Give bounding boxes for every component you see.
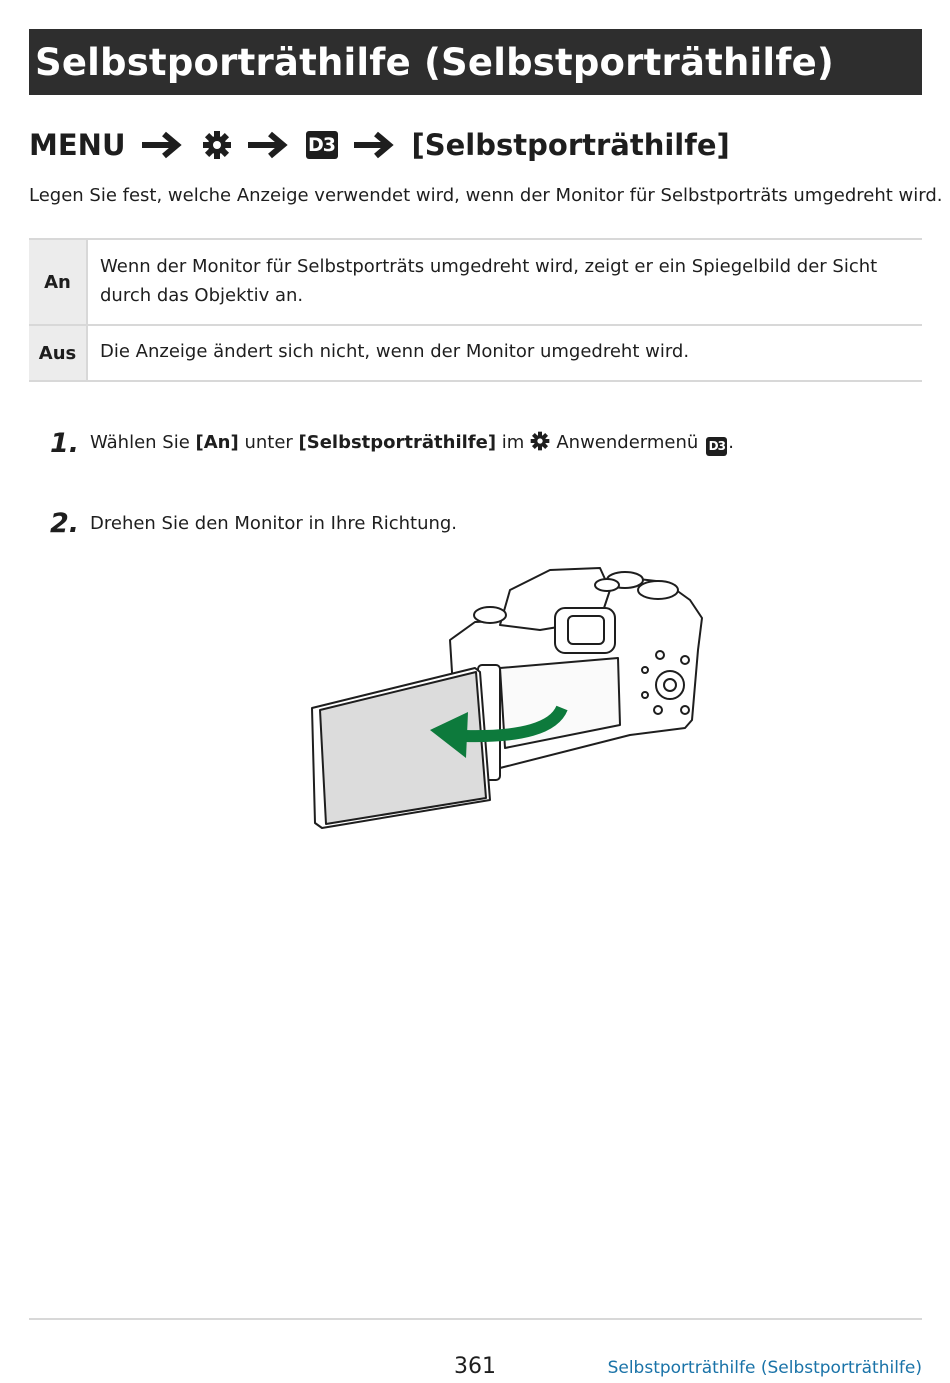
footer-divider bbox=[29, 1318, 922, 1320]
step-2 bbox=[50, 508, 457, 539]
step-1 bbox=[50, 428, 734, 459]
option-description: Die Anzeige ändert sich nicht, wenn der Monitor umgedreht wird. bbox=[100, 341, 690, 362]
menu-item-label: [Selbstporträthilfe] bbox=[411, 128, 730, 162]
step-number: 1. bbox=[50, 428, 80, 459]
d3-tab-icon: D3 bbox=[706, 437, 727, 456]
table-row bbox=[29, 240, 922, 326]
options-table bbox=[29, 238, 922, 382]
step-text: Wählen Sie [An] unter [Selbstporträthilfe] im Anwendermenü D3 . bbox=[90, 431, 734, 456]
menu-label: MENU bbox=[29, 128, 126, 162]
step-number: 2. bbox=[50, 508, 80, 539]
menu-path bbox=[29, 120, 730, 170]
option-key: Aus bbox=[29, 326, 88, 380]
camera-illustration bbox=[300, 560, 720, 840]
gear-icon bbox=[202, 130, 232, 160]
page-number: 361 bbox=[454, 1354, 496, 1379]
table-row bbox=[29, 326, 922, 382]
d3-tab-icon: D3 bbox=[306, 131, 338, 159]
arrow-right-icon bbox=[246, 130, 290, 160]
arrow-right-icon bbox=[140, 130, 184, 160]
option-key: An bbox=[29, 240, 88, 324]
arrow-right-icon bbox=[352, 130, 396, 160]
gear-icon bbox=[530, 431, 550, 451]
intro-text: Legen Sie fest, welche Anzeige verwendet wird, wenn der Monitor für Selbstporträts umgedreht wird. bbox=[29, 185, 943, 206]
section-link[interactable]: Selbstporträthilfe (Selbstporträthilfe) bbox=[607, 1358, 922, 1378]
option-description: Wenn der Monitor für Selbstporträts umgedreht wird, zeigt er ein Spiegelbild der Sicht durch das Objektiv an. bbox=[100, 256, 878, 306]
page-title: Selbstporträthilfe (Selbstporträthilfe) bbox=[29, 29, 922, 95]
step-text: Drehen Sie den Monitor in Ihre Richtung. bbox=[90, 513, 458, 534]
